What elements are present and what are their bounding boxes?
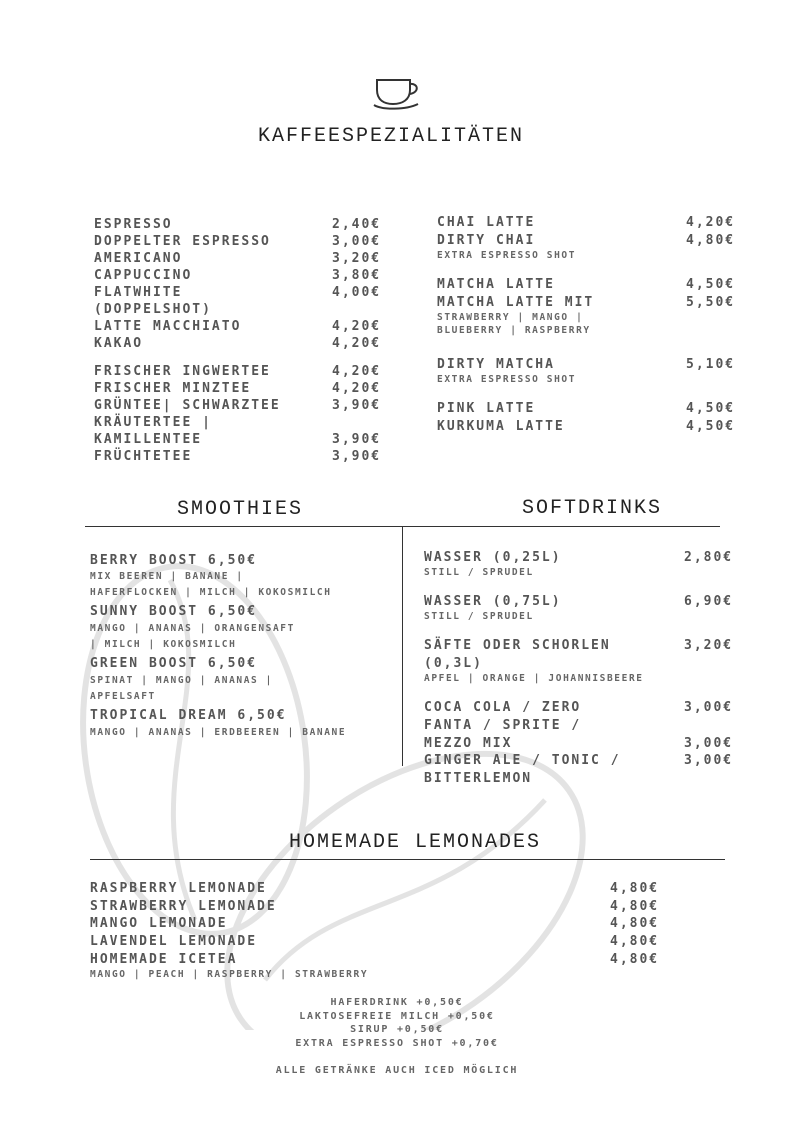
menu-item-price: 4,50€ [686,277,736,292]
menu-item-description: STILL / SPRUDEL [424,611,534,622]
menu-item-description: SPINAT | MANGO | ANANAS | [90,675,273,686]
menu-item-name: RASPBERRY LEMONADE [90,881,267,896]
menu-item-description: STRAWBERRY | MANGO | [437,312,584,323]
menu-item-name: BITTERLEMON [424,771,533,786]
menu-item-name: MANGO LEMONADE [90,916,228,931]
menu-item-price: 4,80€ [610,916,660,931]
menu-item-price: 6,90€ [684,594,734,609]
page-title: KAFFEESPEZIALITÄTEN [258,125,525,148]
menu-item-description: MANGO | PEACH | RASPBERRY | STRAWBERRY [90,969,369,980]
menu-item-price: 3,00€ [332,234,382,249]
menu-item-description: MANGO | ANANAS | ERDBEEREN | BANANE [90,727,347,738]
extra-option: SIRUP +0,50€ [350,1024,444,1035]
menu-item-description: APFEL | ORANGE | JOHANNISBEERE [424,673,644,684]
menu-item-name: PINK LATTE [437,401,536,416]
menu-item-description: APFELSAFT [90,691,156,702]
menu-item-price: 4,80€ [610,952,660,967]
menu-item-name: SUNNY BOOST 6,50€ [90,604,258,619]
menu-item-name: LATTE MACCHIATO [94,319,242,334]
menu-item-name: FRÜCHTETEE [94,449,193,464]
column-divider [402,526,403,766]
extra-option: HAFERDRINK +0,50€ [330,997,464,1008]
menu-item-price: 4,20€ [686,215,736,230]
menu-item-price: 4,20€ [332,381,382,396]
menu-item-price: 4,80€ [610,934,660,949]
menu-item-price: 4,80€ [686,233,736,248]
menu-item-name: DIRTY MATCHA [437,357,555,372]
menu-item-price: 3,90€ [332,398,382,413]
menu-item-name: CHAI LATTE [437,215,536,230]
menu-item-name: LAVENDEL LEMONADE [90,934,258,949]
menu-item-price: 5,50€ [686,295,736,310]
menu-item-name: KRÄUTERTEE | [94,415,212,430]
menu-item-description: EXTRA ESPRESSO SHOT [437,250,577,261]
menu-item-price: 3,20€ [332,251,382,266]
menu-item-name: KURKUMA LATTE [437,419,565,434]
menu-item-name: FANTA / SPRITE / [424,718,582,733]
menu-item-price: 4,20€ [332,319,382,334]
menu-item-name: CAPPUCCINO [94,268,193,283]
menu-item-name: DOPPELTER ESPRESSO [94,234,271,249]
menu-item-name: HOMEMADE ICETEA [90,952,238,967]
menu-item-description: STILL / SPRUDEL [424,567,534,578]
menu-item-price: 2,40€ [332,217,382,232]
extra-option: LAKTOSEFREIE MILCH +0,50€ [299,1011,495,1022]
menu-item-price: 4,00€ [332,285,382,300]
menu-item-name: BERRY BOOST 6,50€ [90,553,258,568]
menu-item-name: GREEN BOOST 6,50€ [90,656,258,671]
menu-item-price: 4,20€ [332,336,382,351]
menu-item-price: 4,50€ [686,401,736,416]
menu-item-price: 4,80€ [610,881,660,896]
softdrinks-heading: SOFTDRINKS [522,497,663,520]
menu-item-name: MATCHA LATTE [437,277,555,292]
iced-note: ALLE GETRÄNKE AUCH ICED MÖGLICH [275,1065,519,1076]
coffee-cup-icon [372,74,422,110]
extra-option: EXTRA ESPRESSO SHOT +0,70€ [295,1038,499,1049]
menu-item-name: KAMILLENTEE [94,432,203,447]
menu-item-description: | MILCH | KOKOSMILCH [90,639,237,650]
menu-item-name: TROPICAL DREAM 6,50€ [90,708,287,723]
section-divider [90,859,725,860]
menu-item-price: 3,90€ [332,449,382,464]
menu-item-price: 3,80€ [332,268,382,283]
menu-item-price: 4,50€ [686,419,736,434]
menu-item-price: 5,10€ [686,357,736,372]
menu-item-name: MATCHA LATTE MIT [437,295,595,310]
menu-item-name: GRÜNTEE| SCHWARZTEE [94,398,281,413]
menu-item-name: FRISCHER MINZTEE [94,381,252,396]
menu-item-price: 2,80€ [684,550,734,565]
menu-item-description: MANGO | ANANAS | ORANGENSAFT [90,623,295,634]
menu-item-price: 4,80€ [610,899,660,914]
menu-item-price: 3,00€ [684,736,734,751]
menu-item-name: SÄFTE ODER SCHORLEN [424,638,611,653]
menu-item-name: FLATWHITE [94,285,183,300]
menu-item-name: STRAWBERRY LEMONADE [90,899,277,914]
lemonades-heading: HOMEMADE LEMONADES [289,831,542,854]
menu-item-name: WASSER (0,25L) [424,550,562,565]
menu-item-name: ESPRESSO [94,217,173,232]
menu-item-price: 3,00€ [684,700,734,715]
menu-item-price: 3,00€ [684,753,734,768]
menu-item-name: KAKAO [94,336,144,351]
menu-item-name: MEZZO MIX [424,736,513,751]
menu-item-description: HAFERFLOCKEN | MILCH | KOKOSMILCH [90,587,332,598]
menu-item-name: WASSER (0,75L) [424,594,562,609]
menu-item-name: (0,3L) [424,656,483,671]
menu-item-price: 4,20€ [332,364,382,379]
menu-item-name: AMERICANO [94,251,183,266]
menu-item-name: FRISCHER INGWERTEE [94,364,271,379]
smoothies-heading: SMOOTHIES [177,498,304,521]
menu-item-description: MIX BEEREN | BANANE | [90,571,244,582]
menu-item-description: EXTRA ESPRESSO SHOT [437,374,577,385]
menu-item-price: 3,90€ [332,432,382,447]
menu-item-name: GINGER ALE / TONIC / [424,753,621,768]
menu-item-name: COCA COLA / ZERO [424,700,582,715]
menu-item-price: 3,20€ [684,638,734,653]
menu-item-description: BLUEBERRY | RASPBERRY [437,325,591,336]
menu-item-name: DIRTY CHAI [437,233,536,248]
menu-item-name: (DOPPELSHOT) [94,302,212,317]
